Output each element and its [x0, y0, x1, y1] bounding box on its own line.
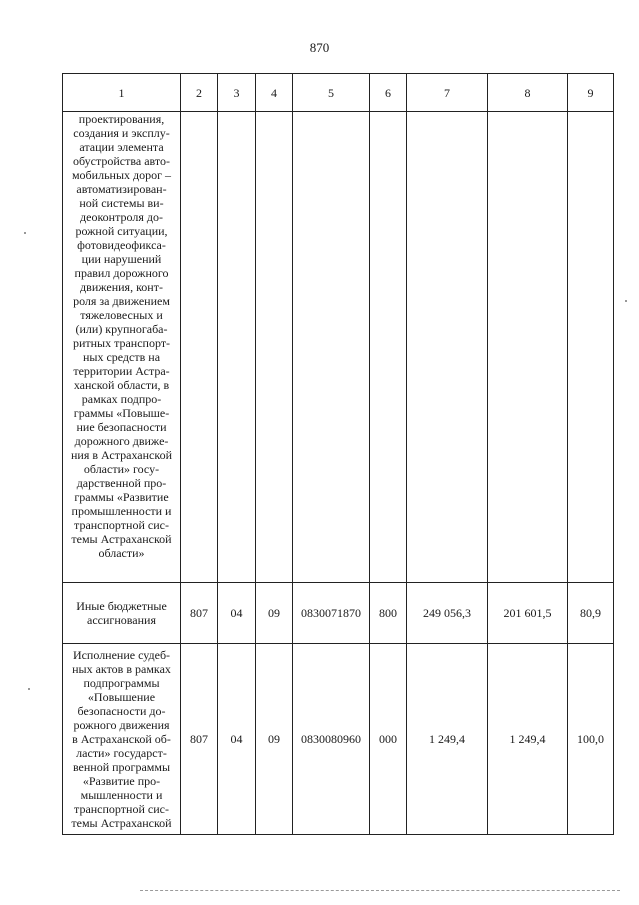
- column-header: 2: [181, 74, 218, 112]
- table-cell: 807: [181, 644, 218, 835]
- scan-speck: [28, 688, 30, 690]
- description-line: (или) крупногаба-: [75, 322, 168, 336]
- description-line: рамках подпро-: [81, 392, 162, 406]
- description-line: фотовидеофикса-: [77, 238, 166, 252]
- column-header: 6: [370, 74, 407, 112]
- description-line: территории Астра-: [73, 364, 170, 378]
- description-line: мобильных дорог –: [71, 168, 172, 182]
- description-line: рожного движения: [73, 718, 170, 732]
- description-line: граммы «Повыше-: [73, 406, 170, 420]
- column-header: 7: [407, 74, 488, 112]
- header-row: [63, 74, 614, 112]
- description-line: Исполнение судеб-: [72, 648, 171, 662]
- description-line: венной программы: [72, 760, 171, 774]
- description-line: «Повышение: [87, 690, 156, 704]
- row-description: [63, 583, 181, 644]
- table-row: [63, 112, 614, 583]
- table-cell: [407, 112, 488, 583]
- description-line: области» госу-: [83, 462, 160, 476]
- description-line: ции нарушений: [81, 252, 162, 266]
- table-cell: [370, 112, 407, 583]
- table-cell: [218, 112, 256, 583]
- scan-speck: [625, 300, 627, 302]
- description-line: проектирования,: [78, 112, 165, 126]
- description-line: темы Астраханской: [71, 532, 172, 546]
- description-line: мышленности и: [80, 788, 163, 802]
- page-number: 870: [309, 40, 330, 55]
- description-line: транспортной сис-: [74, 518, 169, 532]
- description-line: дорожного движе-: [74, 434, 169, 448]
- table-cell: [488, 112, 568, 583]
- table-cell: 04: [218, 644, 256, 835]
- description-line: подпрограммы: [83, 676, 160, 690]
- description-line: ных средств на: [82, 350, 161, 364]
- description-line: темы Астраханской: [71, 816, 172, 830]
- column-header: 5: [293, 74, 370, 112]
- description-line: области»: [98, 546, 145, 560]
- table-cell: 807: [181, 583, 218, 644]
- description-line: Иные бюджетные: [76, 599, 167, 613]
- table-row: [63, 644, 614, 835]
- description-line: ния в Астраханской: [71, 448, 172, 462]
- column-header: 8: [488, 74, 568, 112]
- description-line: ритных транспорт-: [72, 336, 171, 350]
- description-line: движения, конт-: [80, 280, 163, 294]
- description-line: дарственной про-: [76, 476, 167, 490]
- description-line: деоконтроля до-: [80, 210, 163, 224]
- description-line: автоматизирован-: [76, 182, 167, 196]
- description-line: безопасности до-: [77, 704, 166, 718]
- description-line: ных актов в рамках: [72, 662, 171, 676]
- table-row: [63, 583, 614, 644]
- table-cell: 1 249,4: [407, 644, 488, 835]
- description-line: граммы «Развитие: [74, 490, 169, 504]
- table-cell: 09: [256, 644, 293, 835]
- description-line: роля за движением: [73, 294, 170, 308]
- budget-table: [62, 73, 614, 835]
- description-line: ассигнования: [87, 613, 156, 627]
- row-description: [63, 644, 181, 835]
- description-line: ной системы ви-: [79, 196, 164, 210]
- table-cell: 000: [370, 644, 407, 835]
- description-line: атации элемента: [79, 140, 164, 154]
- table-cell: 201 601,5: [488, 583, 568, 644]
- description-line: в Астраханской об-: [72, 732, 171, 746]
- description-line: ханской области, в: [73, 378, 170, 392]
- table-cell: [181, 112, 218, 583]
- table-cell: 09: [256, 583, 293, 644]
- column-header: 3: [218, 74, 256, 112]
- table-cell: 800: [370, 583, 407, 644]
- scan-speck: [24, 232, 26, 234]
- table-cell: [568, 112, 614, 583]
- table-cell: 0830080960: [293, 644, 370, 835]
- column-header: 1: [63, 74, 181, 112]
- description-line: ние безопасности: [76, 420, 167, 434]
- description-line: промышленности и: [71, 504, 172, 518]
- description-line: правил дорожного: [74, 266, 169, 280]
- table-cell: 1 249,4: [488, 644, 568, 835]
- table-cell: 100,0: [568, 644, 614, 835]
- description-line: ласти» государст-: [76, 746, 167, 760]
- table-cell: 249 056,3: [407, 583, 488, 644]
- description-line: рожной ситуации,: [75, 224, 168, 238]
- description-line: обустройства авто-: [73, 154, 170, 168]
- description-line: тяжеловесных и: [80, 308, 163, 322]
- column-header: 9: [568, 74, 614, 112]
- table-cell: 80,9: [568, 583, 614, 644]
- table-cell: [293, 112, 370, 583]
- description-line: создания и эксплу-: [73, 126, 170, 140]
- table-cell: [256, 112, 293, 583]
- description-line: «Развитие про-: [82, 774, 161, 788]
- column-header: 4: [256, 74, 293, 112]
- scan-artifact-line: [140, 890, 620, 891]
- table-cell: 0830071870: [293, 583, 370, 644]
- description-line: транспортной сис-: [74, 802, 169, 816]
- table-cell: 04: [218, 583, 256, 644]
- row-description: [63, 112, 181, 583]
